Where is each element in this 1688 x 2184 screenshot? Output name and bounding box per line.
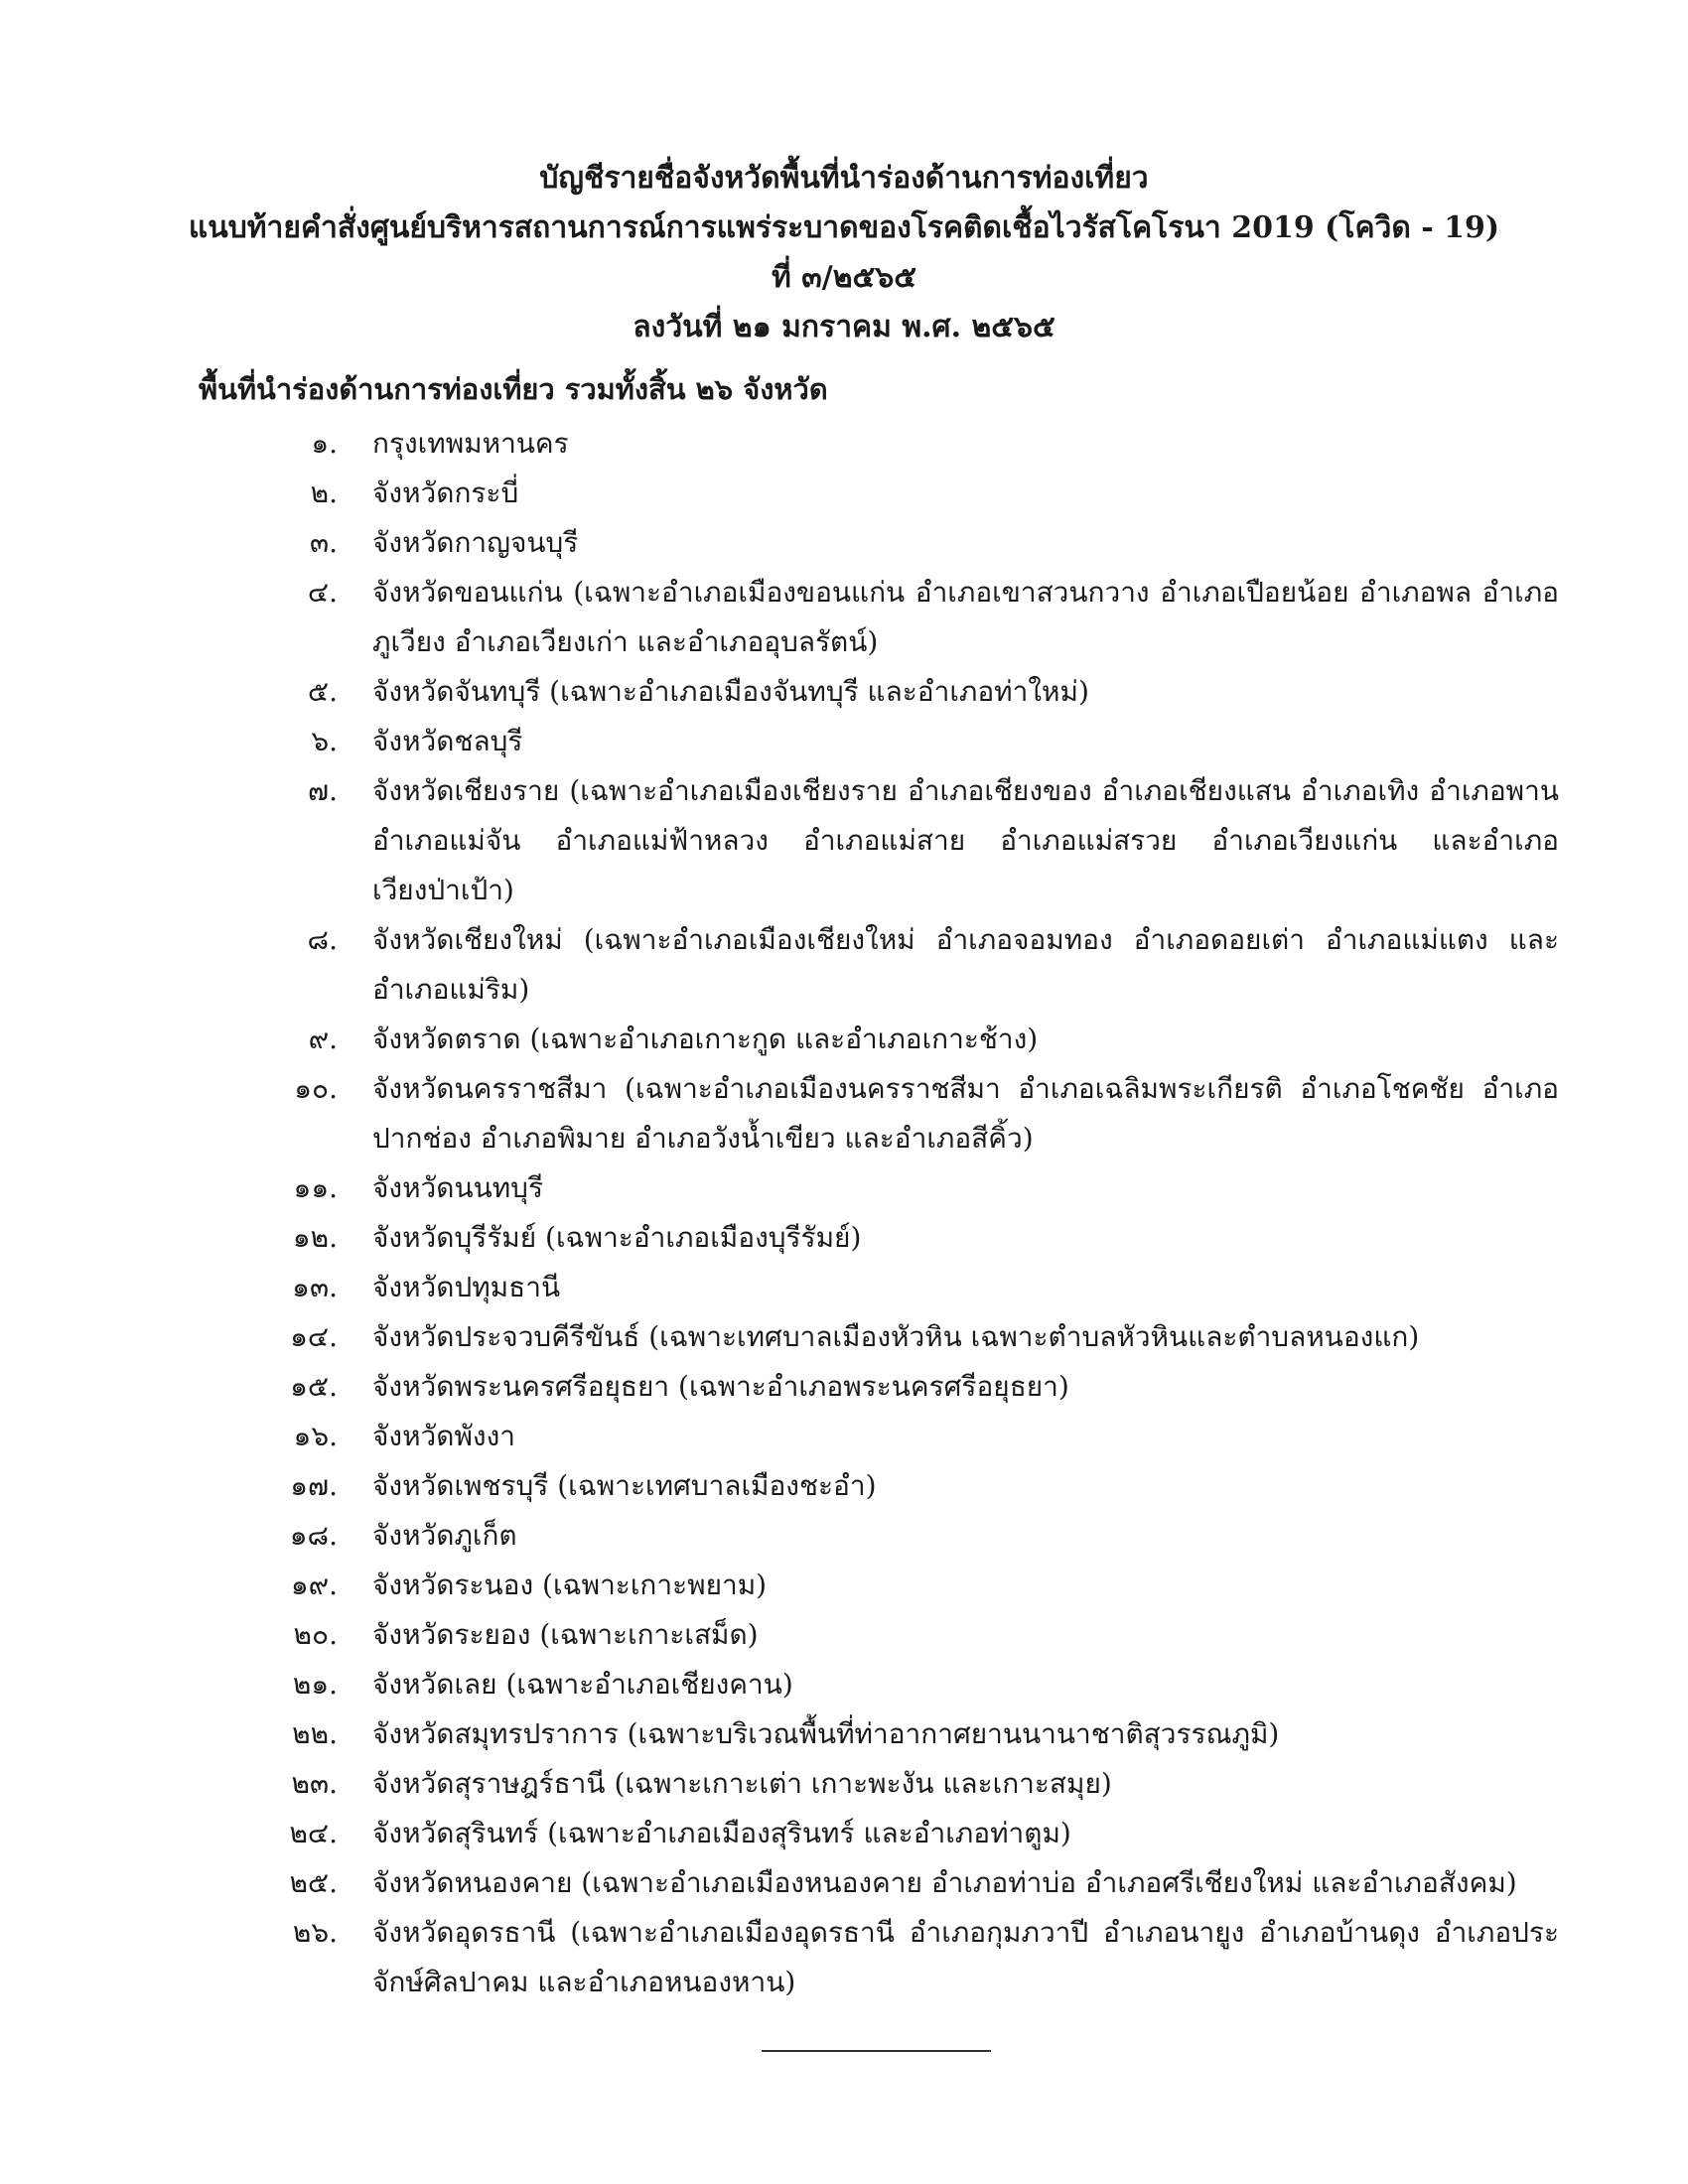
list-item-text: กรุงเทพมหานคร [372,427,569,460]
list-item-number: ๗. [308,774,338,807]
list-item-text: จังหวัดนนทบุรี [372,1171,543,1204]
list-item-number: ๑. [311,427,338,460]
list-item-number: ๒๐. [293,1618,338,1651]
list-item-text: จังหวัดนครราชสีมา (เฉพาะอำเภอเมืองนครราชสีมา อำเภอเฉลิมพระเกียรติ อำเภอโชคชัย อำเภอปากช่อง อำเภอพิมาย อำเภอวังน้ำเขียว และอำเภอสีคิ้ว) [372,1072,1559,1155]
list-item-text: จังหวัดตราด (เฉพาะอำเภอเกาะกูด และอำเภอเกาะช้าง) [372,1023,1039,1055]
list-item-text: จังหวัดอุดรธานี (เฉพาะอำเภอเมืองอุดรธานี อำเภอกุมภวาปี อำเภอนายูง อำเภอบ้านดุง อำเภอประจักษ์ศิลปาคม และอำเภอหนองหาน) [372,1916,1559,1998]
list-item-number: ๒๒. [292,1717,338,1750]
list-item-number: ๑๐. [294,1072,338,1105]
list-item-number: ๑๔. [290,1320,338,1353]
list-item-number: ๒๔. [289,1817,338,1849]
list-item-number: ๒๖. [292,1916,338,1949]
list-item-number: ๖. [311,725,338,757]
list-item-number: ๒๑. [292,1668,338,1701]
list-item-text: จังหวัดจันทบุรี (เฉพาะอำเภอเมืองจันทบุรี และอำเภอท่าใหม่) [372,675,1089,708]
list-item-text: จังหวัดกาญจนบุรี [372,526,579,559]
list-item-text: จังหวัดบุรีรัมย์ (เฉพาะอำเภอเมืองบุรีรัมย์) [372,1221,862,1254]
document-title-line-1: บัญชีรายชื่อจังหวัดพื้นที่นำร่องด้านการท่องเที่ยว [539,161,1149,196]
order-date: ลงวันที่ ๒๑ มกราคม พ.ศ. ๒๕๖๕ [633,310,1055,344]
list-item-text: จังหวัดเชียงราย (เฉพาะอำเภอเมืองเชียงราย อำเภอเชียงของ อำเภอเชียงแสน อำเภอเทิง อำเภอพาน อำเภอแม่จัน อำเภอแม่ฟ้าหลวง อำเภอแม่สาย อำเภอแม่สรวย อำเภอเวียงแก่น และอำเภอเวียงป่าเป้า) [372,774,1559,906]
list-item-number: ๓. [309,526,338,559]
list-item-number: ๕. [307,675,338,708]
list-item-number: ๑๗. [290,1469,338,1502]
end-rule [762,2050,991,2052]
list-item-text: จังหวัดเพชรบุรี (เฉพาะเทศบาลเมืองชะอำ) [372,1469,877,1502]
order-number: ที่ ๓/๒๕๖๕ [772,260,916,295]
list-item-text: จังหวัดสุราษฎร์ธานี (เฉพาะเกาะเต่า เกาะพะงัน และเกาะสมุย) [372,1767,1112,1800]
list-item-number: ๑๖. [293,1420,338,1452]
list-item-text: จังหวัดสมุทรปราการ (เฉพาะบริเวณพื้นที่ท่าอากาศยานนานาชาติสุวรรณภูมิ) [372,1717,1280,1750]
list-item-number: ๑๕. [290,1370,338,1403]
list-item-text: จังหวัดภูเก็ต [372,1519,517,1552]
list-item-number: ๑๘. [289,1519,338,1552]
list-item-text: จังหวัดพังงา [372,1420,515,1452]
list-item-text: จังหวัดปทุมธานี [372,1271,561,1303]
list-item-text: จังหวัดเลย (เฉพาะอำเภอเชียงคาน) [372,1668,793,1701]
list-item-number: ๑๑. [293,1171,338,1204]
summary-heading: พื้นที่นำร่องด้านการท่องเที่ยว รวมทั้งสิ้น ๒๖ จังหวัด [199,372,828,406]
list-item-text: จังหวัดระยอง (เฉพาะเกาะเสม็ด) [372,1618,759,1651]
list-item-number: ๒๕. [289,1866,338,1899]
list-item-number: ๑๙. [290,1569,338,1601]
list-item-text: จังหวัดสุรินทร์ (เฉพาะอำเภอเมืองสุรินทร์ และอำเภอท่าตูม) [372,1817,1071,1849]
list-item-text: จังหวัดหนองคาย (เฉพาะอำเภอเมืองหนองคาย อำเภอท่าบ่อ อำเภอศรีเชียงใหม่ และอำเภอสังคม) [372,1866,1517,1899]
list-item-text: จังหวัดกระบี่ [372,477,519,509]
list-item-text: จังหวัดชลบุรี [372,725,523,757]
list-item-number: ๒๓. [291,1767,338,1800]
list-item-number: ๒. [310,477,338,509]
list-item-text: จังหวัดขอนแก่น (เฉพาะอำเภอเมืองขอนแก่น อำเภอเขาสวนกวาง อำเภอเปือยน้อย อำเภอพล อำเภอภูเวียง อำเภอเวียงเก่า และอำเภออุบลรัตน์) [372,576,1559,658]
list-item-text: จังหวัดระนอง (เฉพาะเกาะพยาม) [372,1569,768,1601]
document-title-line-2: แนบท้ายคำสั่งศูนย์บริหารสถานการณ์การแพร่ระบาดของโรคติดเชื้อไวรัสโคโรนา 2019 (โควิด - 19) [188,210,1500,245]
list-item-number: ๑๓. [292,1271,338,1303]
list-item-number: ๔. [307,576,338,609]
list-item-number: ๑๒. [292,1221,338,1254]
list-item-text: จังหวัดเชียงใหม่ (เฉพาะอำเภอเมืองเชียงใหม่ อำเภอจอมทอง อำเภอดอยเต่า อำเภอแม่แตง และอำเภอแม่ริม) [372,923,1559,1006]
list-item-text: จังหวัดพระนครศรีอยุธยา (เฉพาะอำเภอพระนครศรีอยุธยา) [372,1370,1069,1403]
list-item-number: ๘. [307,923,338,956]
list-item-text: จังหวัดประจวบคีรีขันธ์ (เฉพาะเทศบาลเมืองหัวหิน เฉพาะตำบลหัวหินและตำบลหนองแก) [372,1320,1420,1353]
list-item-number: ๙. [308,1023,338,1055]
